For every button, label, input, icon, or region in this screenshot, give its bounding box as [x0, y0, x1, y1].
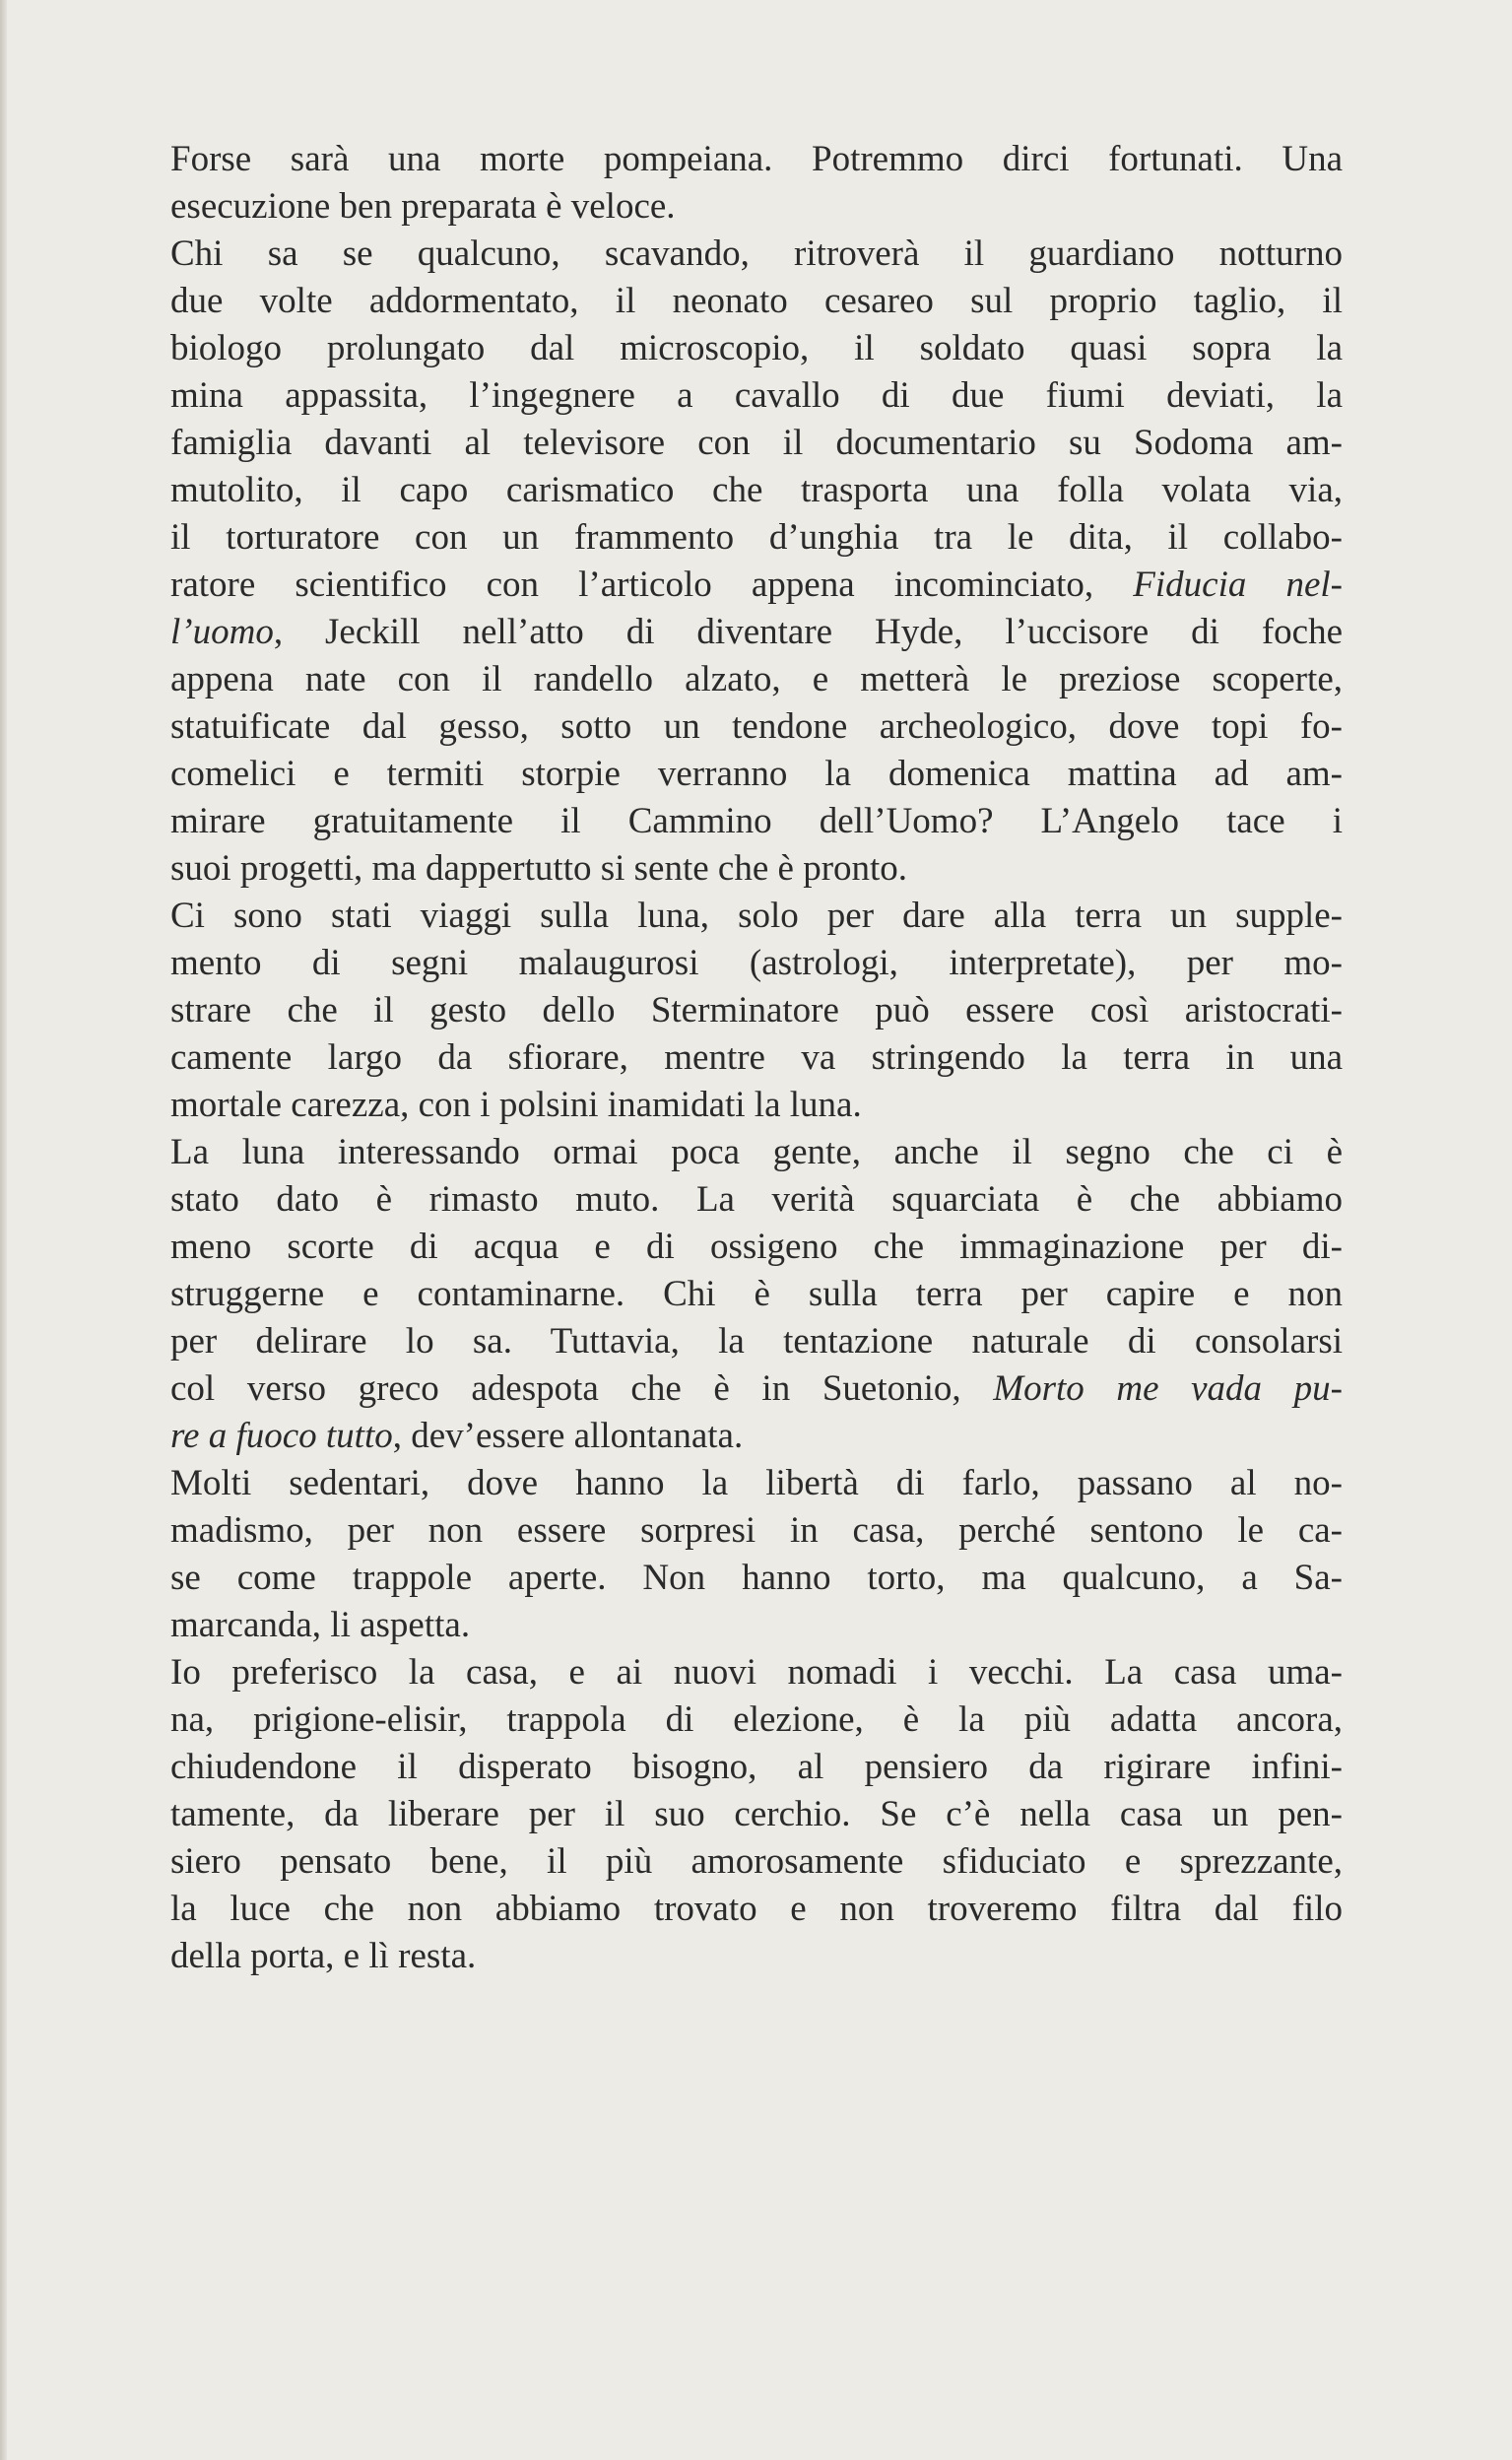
text-line: [170, 1034, 1343, 1082]
text-segment: comelici e termiti storpie verranno la domenica mattina ad am-: [170, 754, 1343, 794]
text-line: [170, 1602, 1343, 1649]
text-segment: meno scorte di acqua e di ossigeno che immaginazione per di-: [170, 1227, 1343, 1267]
text-segment: esecuzione ben preparata è veloce.: [170, 186, 676, 227]
text-segment: mortale carezza, con i polsini inamidati la luna.: [170, 1085, 862, 1125]
text-line: [170, 467, 1343, 514]
text-segment: Forse sarà una morte pompeiana. Potremmo dirci fortunati. Una: [170, 139, 1343, 179]
page-binding-edge: [0, 0, 7, 2460]
text-segment: strare che il gesto dello Sterminatore può essere così aristocrati-: [170, 990, 1343, 1031]
text-segment: mina appassita, l’ingegnere a cavallo di due fiumi deviati, la: [170, 375, 1343, 416]
text-segment: madismo, per non essere sorpresi in casa, perché sentono le ca-: [170, 1510, 1343, 1551]
text-segment: stato dato è rimasto muto. La verità squarciata è che abbiamo: [170, 1179, 1343, 1220]
text-line: [170, 893, 1343, 940]
text-segment: statuificate dal gesso, sotto un tendone archeologico, dove topi fo-: [170, 706, 1343, 747]
text-segment: se come trappole aperte. Non hanno torto, ma qualcuno, a Sa-: [170, 1558, 1343, 1598]
text-segment: il torturatore con un frammento d’unghia tra le dita, il collabo-: [170, 517, 1343, 558]
italic-text: re a fuoco tutto: [170, 1416, 393, 1456]
text-line: [170, 1318, 1343, 1365]
text-line: [170, 325, 1343, 372]
text-line: [170, 1649, 1343, 1696]
paragraph: [170, 1129, 1343, 1460]
text-segment: la luce che non abbiamo trovato e non troveremo filtra dal filo: [170, 1889, 1343, 1929]
text-line: [170, 609, 1343, 656]
text-line: [170, 656, 1343, 703]
text-segment: mirare gratuitamente il Cammino dell’Uomo? L’Angelo tace i: [170, 801, 1343, 841]
text-segment: La luna interessando ormai poca gente, anche il segno che ci è: [170, 1132, 1343, 1172]
text-line: [170, 514, 1343, 562]
text-line: [170, 1838, 1343, 1886]
text-segment: ratore scientifico con l’articolo appena incominciato,: [170, 565, 1134, 605]
text-line: [170, 751, 1343, 798]
text-line: [170, 1886, 1343, 1933]
text-segment: mutolito, il capo carismatico che trasporta una folla volata via,: [170, 470, 1343, 510]
text-line: [170, 420, 1343, 467]
text-segment: Molti sedentari, dove hanno la libertà di farlo, passano al no-: [170, 1463, 1343, 1503]
text-line: [170, 183, 1343, 231]
text-segment: struggerne e contaminarne. Chi è sulla terra per capire e non: [170, 1274, 1343, 1314]
text-line: [170, 1082, 1343, 1129]
text-segment: biologo prolungato dal microscopio, il soldato quasi sopra la: [170, 328, 1343, 368]
text-line: [170, 231, 1343, 278]
text-line: [170, 562, 1343, 609]
text-line: [170, 372, 1343, 420]
text-segment: camente largo da sfiorare, mentre va stringendo la terra in una: [170, 1037, 1343, 1078]
text-segment: della porta, e lì resta.: [170, 1936, 477, 1976]
text-line: [170, 136, 1343, 183]
text-line: [170, 1555, 1343, 1602]
text-line: [170, 1413, 1343, 1460]
text-line: [170, 1365, 1343, 1413]
text-segment: Ci sono stati viaggi sulla luna, solo per dare alla terra un supple-: [170, 896, 1343, 936]
text-segment: marcanda, li aspetta.: [170, 1605, 471, 1645]
text-line: [170, 798, 1343, 845]
text-line: [170, 1129, 1343, 1176]
text-segment: Chi sa se qualcuno, scavando, ritroverà il guardiano notturno: [170, 233, 1343, 274]
body-text: [170, 136, 1343, 1980]
text-line: [170, 940, 1343, 987]
text-line: [170, 1696, 1343, 1744]
text-segment: , dev’essere allontanata.: [392, 1416, 744, 1456]
italic-text: Morto me vada pu-: [993, 1368, 1343, 1409]
paragraph: [170, 893, 1343, 1129]
paragraph: [170, 136, 1343, 231]
text-segment: chiudendone il disperato bisogno, al pensiero da rigirare infini-: [170, 1747, 1343, 1787]
text-segment: appena nate con il randello alzato, e metterà le preziose scoperte,: [170, 659, 1343, 699]
text-line: [170, 1744, 1343, 1791]
text-line: [170, 1460, 1343, 1507]
text-segment: , Jeckill nell’atto di diventare Hyde, l’uccisore di foche: [273, 612, 1343, 652]
text-line: [170, 1791, 1343, 1838]
paragraph: [170, 1649, 1343, 1980]
text-line: [170, 1224, 1343, 1271]
text-line: [170, 1271, 1343, 1318]
italic-text: l’uomo: [170, 612, 274, 652]
text-segment: famiglia davanti al televisore con il documentario su Sodoma am-: [170, 423, 1343, 463]
text-line: [170, 703, 1343, 751]
paragraph: [170, 1460, 1343, 1649]
text-segment: col verso greco adespota che è in Suetonio,: [170, 1368, 994, 1409]
text-segment: siero pensato bene, il più amorosamente sfiduciato e sprezzante,: [170, 1841, 1343, 1882]
text-segment: na, prigione-elisir, trappola di elezione, è la più adatta ancora,: [170, 1699, 1343, 1740]
text-line: [170, 987, 1343, 1034]
text-line: [170, 278, 1343, 325]
text-segment: suoi progetti, ma dappertutto si sente che è pronto.: [170, 848, 908, 889]
text-line: [170, 1933, 1343, 1980]
text-line: [170, 845, 1343, 893]
text-line: [170, 1176, 1343, 1224]
text-segment: tamente, da liberare per il suo cerchio. Se c’è nella casa un pen-: [170, 1794, 1343, 1834]
text-segment: due volte addormentato, il neonato cesareo sul proprio taglio, il: [170, 281, 1343, 321]
text-line: [170, 1507, 1343, 1555]
paragraph: [170, 231, 1343, 893]
text-segment: Io preferisco la casa, e ai nuovi nomadi i vecchi. La casa uma-: [170, 1652, 1343, 1693]
text-segment: per delirare lo sa. Tuttavia, la tentazione naturale di consolarsi: [170, 1321, 1343, 1362]
text-segment: mento di segni malaugurosi (astrologi, interpretate), per mo-: [170, 943, 1343, 983]
italic-text: Fiducia nel-: [1133, 565, 1344, 605]
